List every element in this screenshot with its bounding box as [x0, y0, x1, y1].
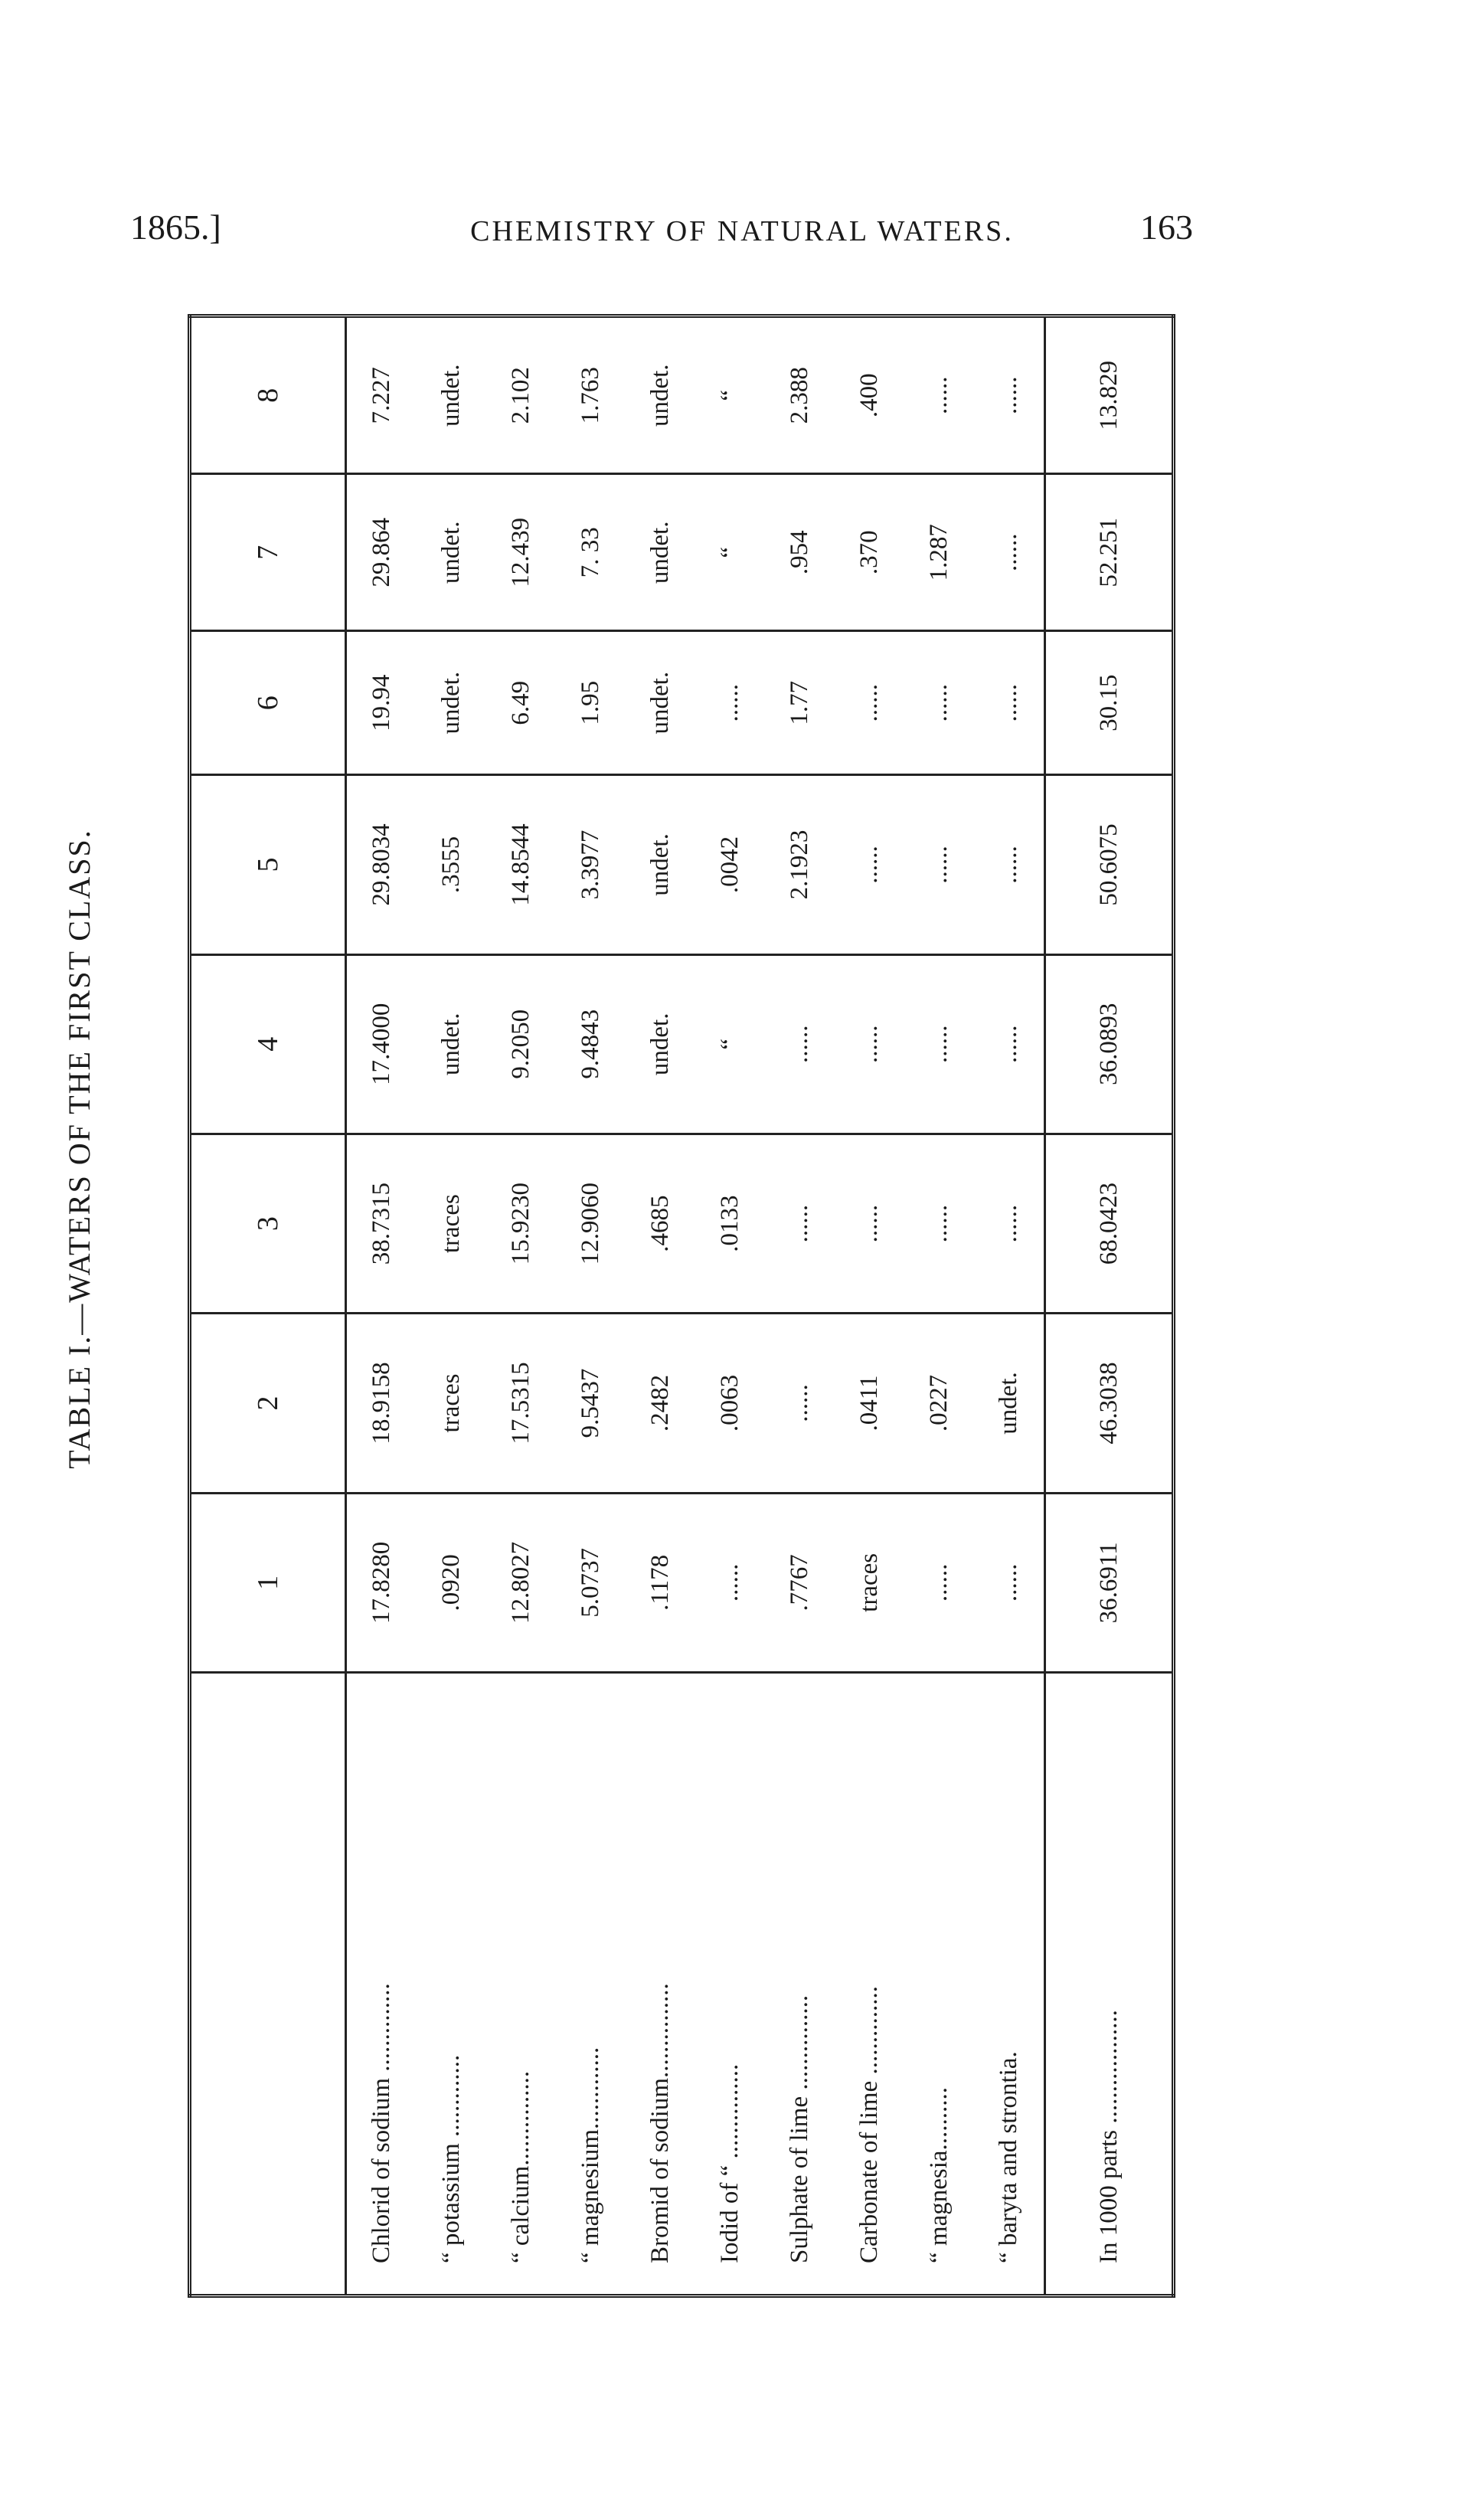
- table-cell: 68.0423: [1045, 1134, 1174, 1313]
- table-cell: 7. 33: [556, 474, 626, 631]
- table-cell: 46.3038: [1045, 1314, 1174, 1493]
- table-cell: 9.4843: [556, 954, 626, 1134]
- table-cell: 18.9158: [346, 1314, 417, 1493]
- table-cell: 13.829: [1045, 316, 1174, 474]
- table-cell: ......: [835, 775, 904, 954]
- table-cell: .4685: [626, 1134, 695, 1313]
- table-cell: ......: [835, 954, 904, 1134]
- table-cell: ......: [904, 1134, 974, 1313]
- table-cell: 36.0893: [1045, 954, 1174, 1134]
- table-cell: 17.5315: [486, 1314, 556, 1493]
- table-row: [835, 316, 904, 2296]
- table-cell: 1.287: [904, 474, 974, 631]
- table-cell: 52.251: [1045, 474, 1174, 631]
- table-cell: undet.: [417, 474, 486, 631]
- table-cell: 12.439: [486, 474, 556, 631]
- table-cell: ......: [974, 1134, 1045, 1313]
- table-cell: .2482: [626, 1314, 695, 1493]
- table-cell: 5.0737: [556, 1493, 626, 1672]
- column-header: 1: [190, 1493, 346, 1672]
- table-cell: 30.15: [1045, 631, 1174, 775]
- table-cell: undet.: [626, 775, 695, 954]
- table-cell: 3.3977: [556, 775, 626, 954]
- table-cell: ......: [765, 1314, 835, 1493]
- table-caption: TABLE I.—WATERS OF THE FIRST CLASS.: [62, 829, 96, 1469]
- table-cell: .3555: [417, 775, 486, 954]
- table-cell: .370: [835, 474, 904, 631]
- table-header-row: [190, 316, 346, 2296]
- table-cell: .7767: [765, 1493, 835, 1672]
- table-cell: 1.763: [556, 316, 626, 474]
- table-cell: ......: [765, 1134, 835, 1313]
- table-cell: ......: [904, 316, 974, 474]
- table-row: [346, 316, 417, 2296]
- total-row: [1045, 316, 1174, 2296]
- table-cell: traces: [417, 1134, 486, 1313]
- table-cell: 19.94: [346, 631, 417, 775]
- running-header-year: 1865.]: [130, 208, 221, 247]
- table-cell: ......: [974, 316, 1045, 474]
- table-cell: .0411: [835, 1314, 904, 1493]
- row-label: Carbonate of lime ..............: [835, 1673, 904, 2296]
- table-row: [974, 316, 1045, 2296]
- table-cell: 50.6075: [1045, 775, 1174, 954]
- running-header-title: CHEMISTRY OF NATURAL WATERS.: [470, 215, 1014, 247]
- table-cell: undet.: [626, 631, 695, 775]
- table-cell: 9.2050: [486, 954, 556, 1134]
- row-label: “ magnesia..........: [904, 1673, 974, 2296]
- table-cell: traces: [835, 1493, 904, 1672]
- table-cell: undet.: [417, 316, 486, 474]
- table-cell: .0133: [695, 1134, 765, 1313]
- table-cell: ......: [765, 954, 835, 1134]
- table-cell: traces: [417, 1314, 486, 1493]
- table-cell: 1.77: [765, 631, 835, 775]
- page-number: 163: [1140, 208, 1193, 247]
- table-cell: “: [695, 316, 765, 474]
- table-cell: .0920: [417, 1493, 486, 1672]
- table-cell: .954: [765, 474, 835, 631]
- table-cell: ......: [974, 631, 1045, 775]
- table-cell: 17.4000: [346, 954, 417, 1134]
- table-cell: ......: [904, 631, 974, 775]
- table-cell: 15.9230: [486, 1134, 556, 1313]
- column-header: 6: [190, 631, 346, 775]
- table-cell: 1.95: [556, 631, 626, 775]
- table-cell: “: [695, 954, 765, 1134]
- table-row: [765, 316, 835, 2296]
- table-cell: .0042: [695, 775, 765, 954]
- data-table: [188, 314, 1175, 2298]
- table-cell: 38.7315: [346, 1134, 417, 1313]
- table-row: [417, 316, 486, 2296]
- table-cell: 9.5437: [556, 1314, 626, 1493]
- table-cell: 29.8034: [346, 775, 417, 954]
- table-cell: undet.: [974, 1314, 1045, 1493]
- table-cell: .1178: [626, 1493, 695, 1672]
- table-cell: ......: [974, 954, 1045, 1134]
- table-cell: undet.: [626, 316, 695, 474]
- table-cell: ......: [904, 775, 974, 954]
- row-label: “ calcium...............: [486, 1673, 556, 2296]
- table-cell: ......: [904, 954, 974, 1134]
- table-cell: 29.864: [346, 474, 417, 631]
- table-cell: ......: [974, 1493, 1045, 1672]
- row-label: Iodid of “ ...............: [695, 1673, 765, 2296]
- table-cell: 14.8544: [486, 775, 556, 954]
- table-cell: ......: [835, 631, 904, 775]
- column-header: 4: [190, 954, 346, 1134]
- column-header: 5: [190, 775, 346, 954]
- table-cell: undet.: [626, 474, 695, 631]
- column-header: 3: [190, 1134, 346, 1313]
- column-header: 7: [190, 474, 346, 631]
- table-row: [695, 316, 765, 2296]
- table-cell: 2.102: [486, 316, 556, 474]
- table-row: [556, 316, 626, 2296]
- row-label: Bromid of sodium...............: [626, 1673, 695, 2296]
- table-cell: 12.9060: [556, 1134, 626, 1313]
- header-cell-blank: [190, 1673, 346, 2296]
- table-cell: 17.8280: [346, 1493, 417, 1672]
- table-cell: ......: [974, 775, 1045, 954]
- table-cell: ......: [695, 631, 765, 775]
- column-header: 2: [190, 1314, 346, 1493]
- table-cell: .400: [835, 316, 904, 474]
- table-cell: 12.8027: [486, 1493, 556, 1672]
- column-header: 8: [190, 316, 346, 474]
- table-cell: 36.6911: [1045, 1493, 1174, 1672]
- table-cell: “: [695, 474, 765, 631]
- row-label: “ magnesium.............: [556, 1673, 626, 2296]
- row-label: Sulphate of lime ...............: [765, 1673, 835, 2296]
- table-cell: .0063: [695, 1314, 765, 1493]
- table-cell: undet.: [417, 954, 486, 1134]
- table-cell: 6.49: [486, 631, 556, 775]
- table-cell: ......: [974, 474, 1045, 631]
- row-label: “ potassium .............: [417, 1673, 486, 2296]
- table-row: [486, 316, 556, 2296]
- table-cell: 7.227: [346, 316, 417, 474]
- table-cell: .0227: [904, 1314, 974, 1493]
- table-cell: ......: [695, 1493, 765, 1672]
- table-cell: 2.388: [765, 316, 835, 474]
- table-cell: undet.: [626, 954, 695, 1134]
- row-label: Chlorid of sodium ..............: [346, 1673, 417, 2296]
- table-row: [626, 316, 695, 2296]
- table-cell: ......: [835, 1134, 904, 1313]
- table-row: [904, 316, 974, 2296]
- row-label: In 1000 parts ..................: [1045, 1673, 1174, 2296]
- rotated-table-wrapper: [188, 314, 1175, 2298]
- table-cell: undet.: [417, 631, 486, 775]
- row-label: “ baryta and strontia.: [974, 1673, 1045, 2296]
- table-cell: ......: [904, 1493, 974, 1672]
- table-cell: 2.1923: [765, 775, 835, 954]
